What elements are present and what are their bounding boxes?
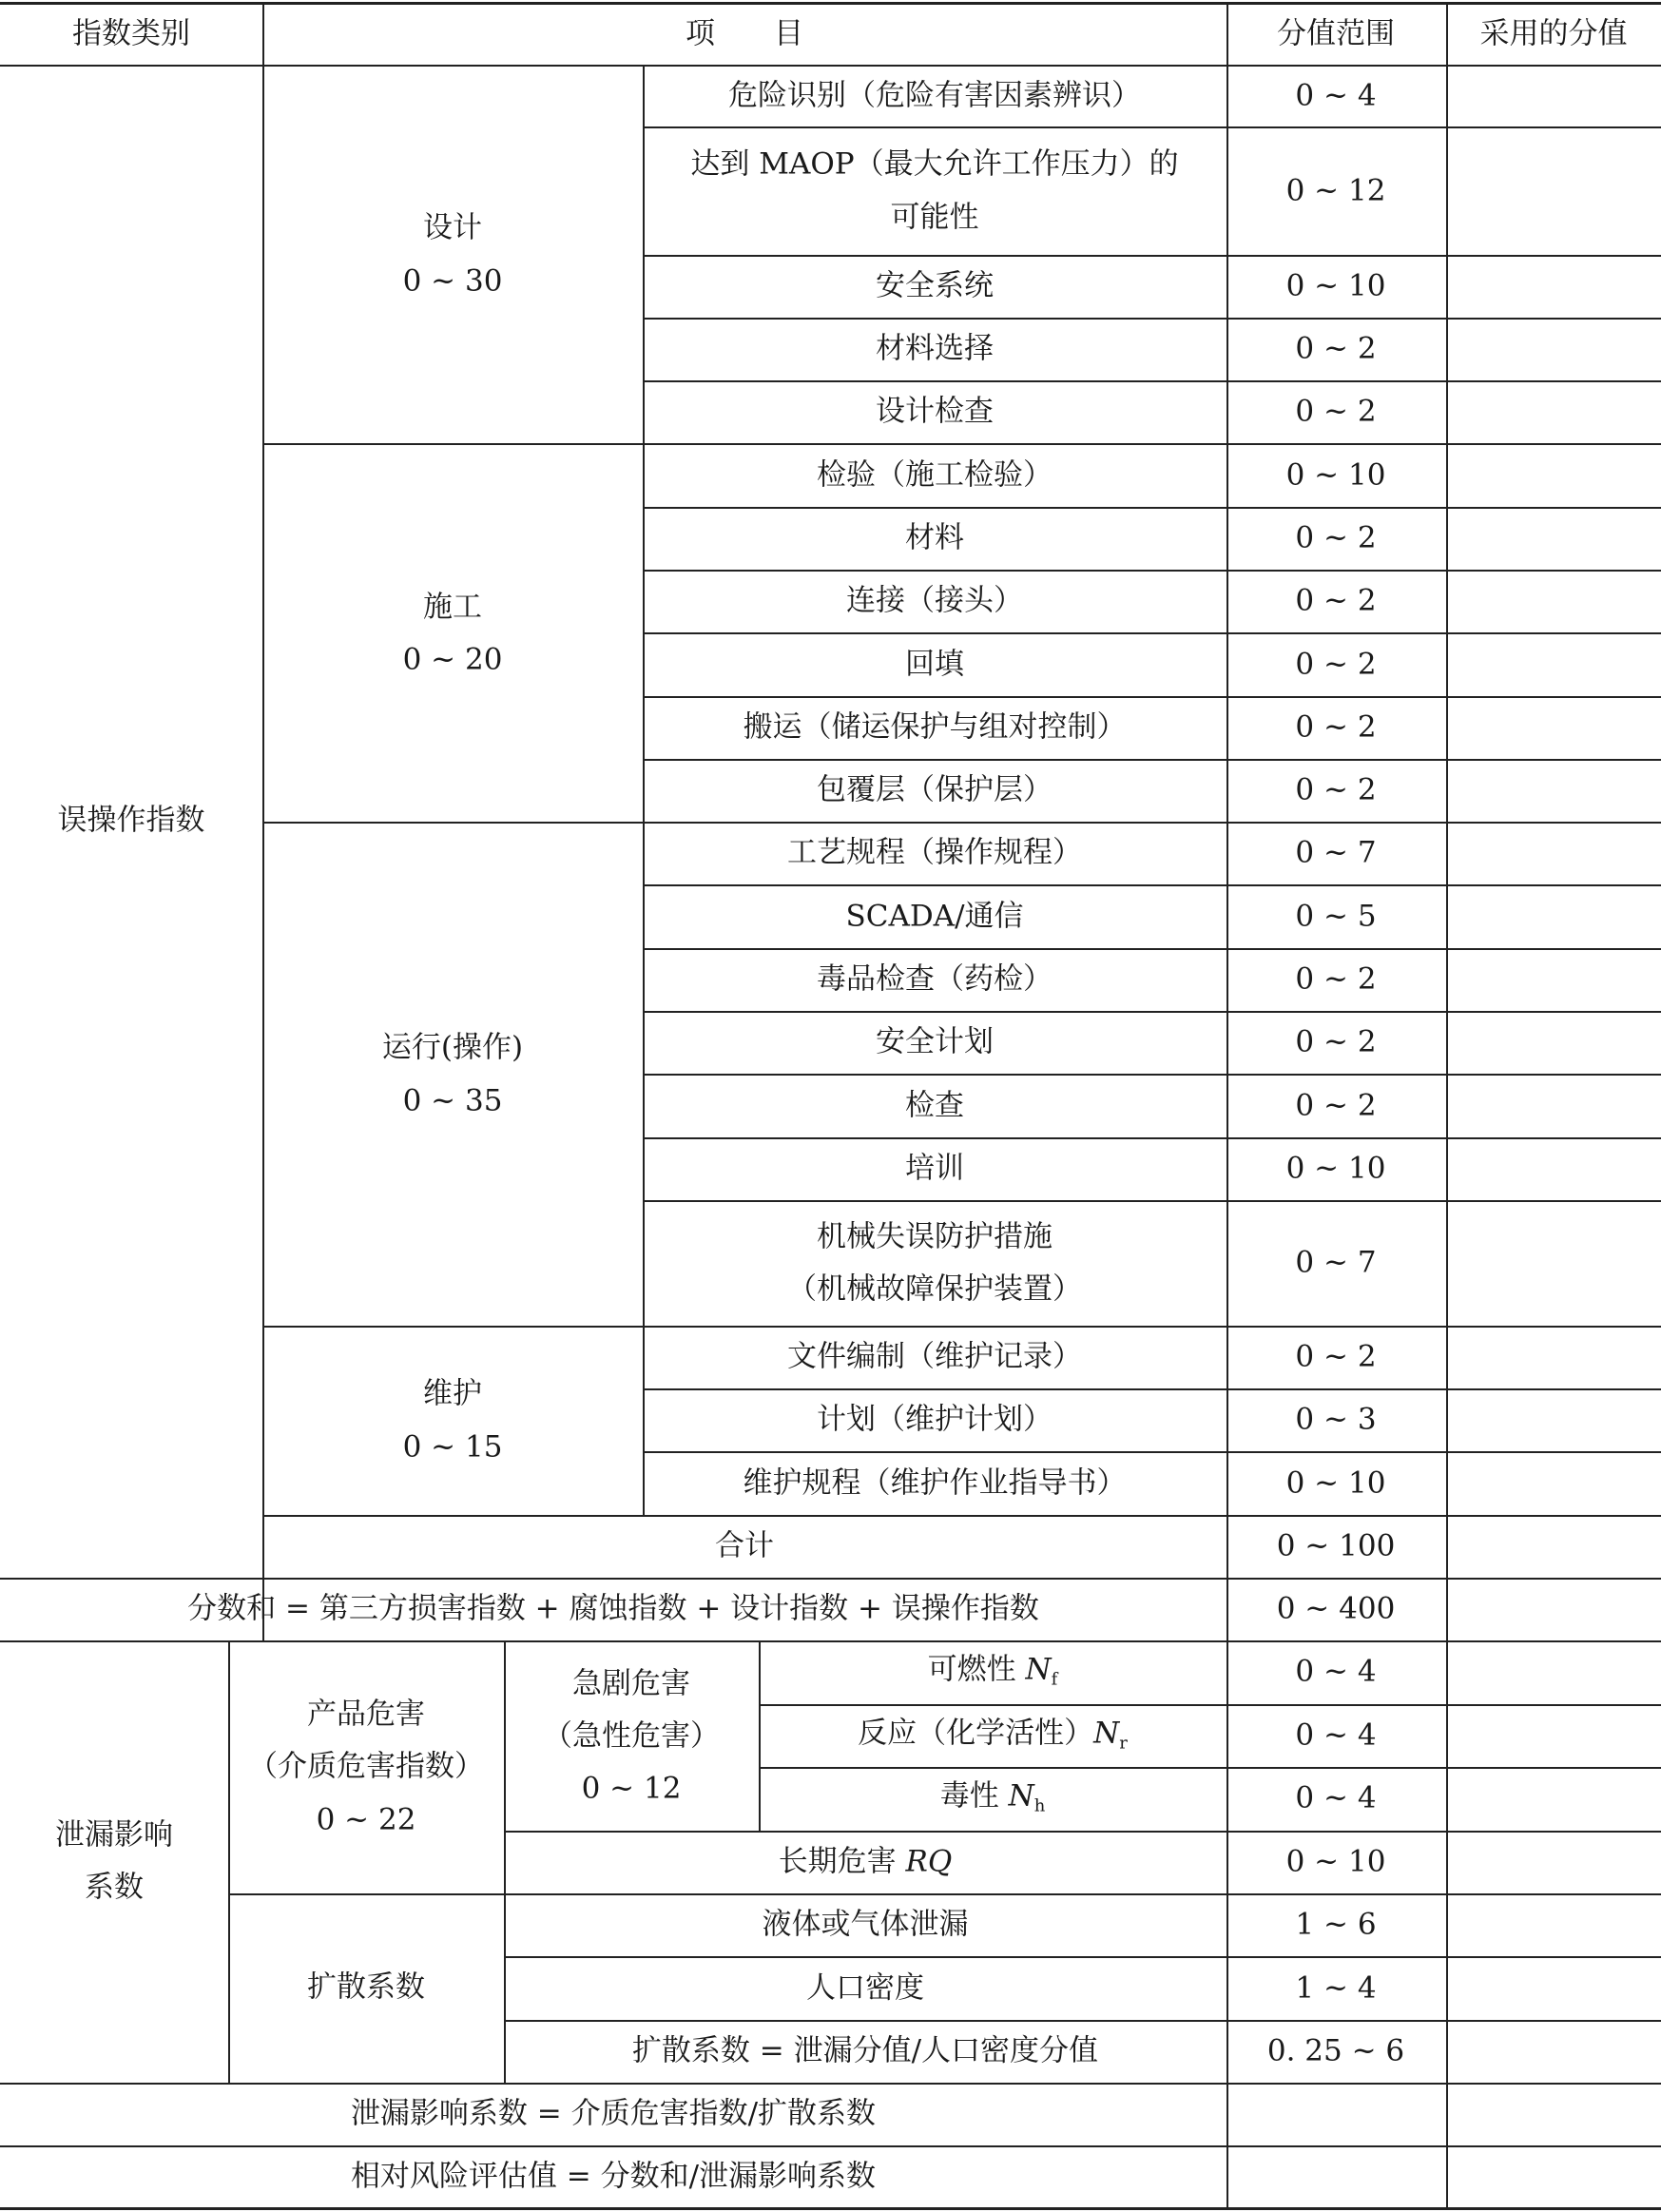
acute-hazard-line1: 急剧危害 — [572, 1666, 690, 1701]
table-top-border — [0, 2, 1661, 5]
score-sum-range: 0 ~ 400 — [1276, 1591, 1396, 1626]
design-item-3-range: 0 ~ 10 — [1285, 268, 1386, 303]
operation-item-4-range: 0 ~ 2 — [1295, 1024, 1377, 1059]
dispersion-item-3-range: 0. 25 ~ 6 — [1266, 2033, 1405, 2068]
acute-hazard-line2: （急性危害） — [543, 1718, 720, 1754]
maintenance-item-1: 文件编制（维护记录） — [787, 1339, 1082, 1374]
acute-item-toxicity: 毒性 $N_h$ — [939, 1778, 1046, 1816]
operation-item-5-range: 0 ~ 2 — [1295, 1088, 1377, 1123]
design-item-1: 危险识别（危险有害因素辨识） — [728, 78, 1141, 113]
acute-item-reactivity-range: 0 ~ 4 — [1295, 1717, 1377, 1753]
construction-item-2: 材料 — [905, 520, 964, 555]
design-item-4-range: 0 ~ 2 — [1295, 331, 1377, 366]
leak-impact-label-line1: 泄漏影响 — [55, 1817, 173, 1853]
construction-range: 0 ~ 20 — [402, 642, 503, 677]
construction-name: 施工 — [423, 590, 482, 625]
header-divider — [0, 65, 1661, 67]
dispersion-item-2: 人口密度 — [806, 1970, 924, 2006]
maintenance-item-2: 计划（维护计划） — [817, 1402, 1053, 1437]
acute-hazard-line3: 0 ~ 12 — [581, 1771, 682, 1806]
maintenance-item-3-range: 0 ~ 10 — [1285, 1465, 1386, 1501]
design-item-5-range: 0 ~ 2 — [1295, 394, 1377, 429]
acute-item-flammability-range: 0 ~ 4 — [1295, 1654, 1377, 1689]
operation-item-3: 毒品检查（药检） — [817, 961, 1053, 997]
construction-item-5-range: 0 ~ 2 — [1295, 709, 1377, 745]
operation-item-6: 培训 — [905, 1151, 964, 1186]
maintenance-item-2-range: 0 ~ 3 — [1295, 1402, 1377, 1437]
operation-item-2: SCADA/通信 — [845, 899, 1024, 934]
construction-item-6-range: 0 ~ 2 — [1295, 772, 1377, 807]
design-name: 设计 — [423, 210, 482, 245]
table-bottom-border — [0, 2207, 1661, 2210]
design-item-2-range: 0 ~ 12 — [1285, 173, 1386, 208]
dispersion-item-1: 液体或气体泄漏 — [762, 1907, 969, 1942]
product-hazard-line3: 0 ~ 22 — [316, 1802, 416, 1837]
operation-item-2-range: 0 ~ 5 — [1295, 899, 1377, 934]
design-range: 0 ~ 30 — [402, 263, 503, 299]
misoperation-index-label: 误操作指数 — [57, 803, 205, 838]
construction-item-5: 搬运（储运保护与组对控制） — [743, 709, 1127, 745]
operation-item-6-range: 0 ~ 10 — [1285, 1151, 1386, 1186]
dispersion-name: 扩散系数 — [307, 1969, 425, 2005]
dispersion-item-1-range: 1 ~ 6 — [1295, 1907, 1377, 1942]
acute-item-reactivity: 反应（化学活性）$N_r$ — [858, 1716, 1128, 1754]
total-label: 合计 — [715, 1528, 774, 1563]
construction-item-1-range: 0 ~ 10 — [1285, 457, 1386, 493]
header-adopted: 采用的分值 — [1479, 16, 1628, 51]
construction-item-2-range: 0 ~ 2 — [1295, 520, 1377, 555]
score-sum-formula: 分数和 = 第三方损害指数 + 腐蚀指数 + 设计指数 + 误操作指数 — [187, 1591, 1039, 1626]
construction-item-4: 回填 — [905, 647, 964, 682]
construction-item-4-range: 0 ~ 2 — [1295, 647, 1377, 682]
leak-impact-label-line2: 系数 — [85, 1870, 144, 1905]
design-item-1-range: 0 ~ 4 — [1295, 78, 1377, 113]
design-item-2-line2: 可能性 — [890, 200, 979, 235]
product-hazard-line2: （介质危害指数） — [248, 1749, 484, 1784]
header-item: 项 目 — [686, 16, 803, 51]
chronic-hazard: 长期危害 RQ — [778, 1844, 953, 1879]
operation-item-5: 检查 — [905, 1088, 964, 1123]
chronic-hazard-range: 0 ~ 10 — [1285, 1844, 1386, 1879]
maintenance-name: 维护 — [423, 1376, 482, 1411]
operation-item-1: 工艺规程（操作规程） — [787, 835, 1082, 870]
total-range: 0 ~ 100 — [1276, 1528, 1396, 1563]
operation-range: 0 ~ 35 — [402, 1083, 503, 1118]
design-item-3: 安全系统 — [876, 268, 994, 303]
acute-item-flammability: 可燃性 $N_f$ — [927, 1652, 1058, 1690]
dispersion-item-3: 扩散系数 = 泄漏分值/人口密度分值 — [631, 2033, 1099, 2068]
maintenance-item-1-range: 0 ~ 2 — [1295, 1339, 1377, 1374]
operation-name: 运行(操作) — [381, 1030, 524, 1065]
operation-item-3-range: 0 ~ 2 — [1295, 961, 1377, 997]
header-category: 指数类别 — [72, 16, 190, 51]
maintenance-range: 0 ~ 15 — [402, 1429, 503, 1465]
product-hazard-line1: 产品危害 — [307, 1697, 425, 1732]
design-item-5: 设计检查 — [876, 394, 994, 429]
construction-item-1: 检验（施工检验） — [817, 457, 1053, 493]
leak-impact-formula: 泄漏影响系数 = 介质危害指数/扩散系数 — [350, 2096, 877, 2131]
operation-item-4: 安全计划 — [876, 1024, 994, 1059]
maintenance-item-3: 维护规程（维护作业指导书） — [743, 1465, 1127, 1501]
operation-item-7-line1: 机械失误防护措施 — [817, 1219, 1053, 1254]
construction-item-6: 包覆层（保护层） — [817, 772, 1053, 807]
design-item-4: 材料选择 — [876, 331, 994, 366]
acute-item-toxicity-range: 0 ~ 4 — [1295, 1780, 1377, 1815]
header-range: 分值范围 — [1277, 16, 1395, 51]
dispersion-item-2-range: 1 ~ 4 — [1295, 1970, 1377, 2006]
design-item-2-line1: 达到 MAOP（最大允许工作压力）的 — [690, 146, 1179, 182]
operation-item-7-line2: （机械故障保护装置） — [787, 1271, 1082, 1307]
construction-item-3-range: 0 ~ 2 — [1295, 583, 1377, 618]
relative-risk-formula: 相对风险评估值 = 分数和/泄漏影响系数 — [350, 2159, 877, 2194]
construction-item-3: 连接（接头） — [846, 583, 1023, 618]
operation-item-1-range: 0 ~ 7 — [1295, 835, 1377, 870]
operation-item-7-range: 0 ~ 7 — [1295, 1245, 1377, 1280]
